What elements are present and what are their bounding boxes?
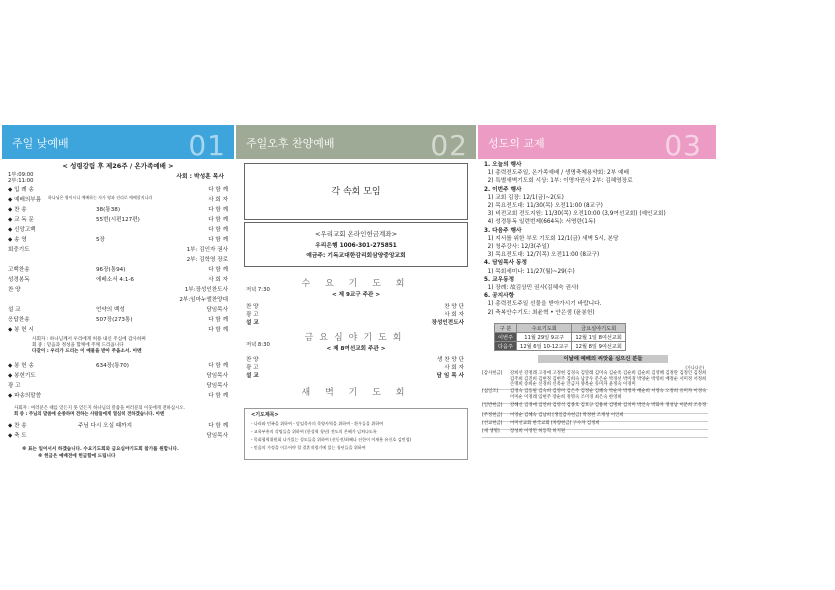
offering-givers: 이영순 김혜숙 김남희 [생일감사헌금] 박정현 조재성 이인희 (510, 413, 624, 418)
offering-category-row (482, 389, 708, 404)
table-cell: 11월 29일 9교구 (517, 333, 572, 342)
item-label: ◆ 송 영 (8, 237, 27, 243)
item-leader: 사 회 자 (208, 277, 228, 283)
item-leader: 다 함 께 (208, 187, 228, 193)
order-item (8, 305, 228, 314)
item-content: 에베소서 4:1-6 (96, 277, 134, 283)
order-item (8, 391, 228, 400)
item-leader: 사 회 자 (444, 312, 464, 318)
order-item (8, 361, 228, 370)
offering-category: [선교헌금] (482, 421, 503, 426)
afternoon-service-title: 주일오후 찬양예배 (246, 137, 335, 150)
account-holder: 예금주: 기독교대한감리회삼양중앙교회 (306, 253, 406, 259)
order-item (8, 215, 228, 224)
item-label: ◆ 봉 헌 송 (8, 363, 34, 369)
offering-category-row (482, 429, 708, 438)
news-list (484, 161, 666, 317)
item-leader: 다 함 께 (208, 423, 228, 429)
order-item (8, 421, 228, 430)
item-leader: 찬 양 단 (444, 304, 464, 310)
item-label: 찬 양 (246, 357, 259, 363)
main-service-header (2, 125, 234, 162)
offering-givers: 김경숙 김동필 김숙희 김영미 김은주 김정순 김혜숙 박순자 박정자 배순희 서영숙 오정희 유미자 이경숙 이미순 이정례 임현주 장순희 정명숙 조미경 최은숙 한영희 (510, 389, 707, 400)
account-title: <우리교회 온라인헌금계좌> (314, 230, 398, 238)
item-leader: 다 함 께 (208, 363, 228, 369)
offering-category-row (482, 371, 708, 390)
item-leader: 담 임 목 사 (436, 373, 464, 379)
order-item (8, 205, 228, 214)
item-leader: 다 함 께 (208, 393, 228, 399)
offering-text: 사회자 : 하나님께서 우리에게 허용 내신 주심에 감사하며 (32, 337, 146, 342)
news-heading: 5. 교우동정 (484, 276, 515, 283)
news-item: 1) 지서를 위한 부모 기도회 12/1(금) 새벽 5시, 본당 (484, 235, 619, 242)
item-label: 광 고 (246, 312, 259, 318)
news-item: 2) 목요전도대: 11/30(목) 오전11:00 (8교구) (484, 203, 603, 210)
item-label: ◆ 신앙고백 (8, 227, 36, 233)
item-content: 언약의 백성 (96, 307, 125, 313)
news-item: 3) 목요전도대: 12/7(목) 오전11:00 (8교구) (484, 252, 600, 259)
service-givers-title: 이날에 예배의 씨앗을 심으신 분들 (538, 355, 668, 363)
main-service-title: 주일 낮예배 (12, 137, 69, 150)
item-label: ◆ 찬 송 (8, 207, 27, 213)
order-item (8, 275, 228, 284)
offering-givers: 강혜신 김경애 김연희 김영석 김종호 김호규 김용희 김명희 김치미 박인숙 박화자 정성남 이분희 조유정 (510, 403, 707, 408)
offering-givers: 이미선교회 한국교회 [차량헌금] 구수자 김정희 (510, 421, 600, 426)
item-label: 광 고 (246, 365, 259, 371)
order-item (8, 255, 228, 264)
item-leader: 생 찬 양 단 (437, 357, 464, 363)
news-item: 1) 총력전도주일 선물을 받아가시기 바랍니다. (484, 301, 602, 308)
item-label: ◆ 입 례 송 (8, 187, 34, 193)
item-label: 응답찬송 (8, 317, 30, 323)
item-leader: 사 회 자 (444, 365, 464, 371)
sermon-subtitle: < 성령강림 후 제26주 / 온가족예배 > (62, 162, 174, 170)
offering-category: [주정헌금] (482, 413, 503, 418)
order-item (8, 185, 228, 194)
item-leader: 담임목사 (206, 307, 228, 313)
offering-givers: 장성희 이영민 허동혁 허지원 (510, 429, 566, 434)
item-label: ◆ 봉헌기도 (8, 373, 36, 379)
account-number: 우리은행 1006-301-275851 (315, 243, 397, 249)
wednesday-prayer-title: 수 요 기 도 회 (301, 279, 411, 289)
news-item: 2) 축복안수기도: 최윤혁 • 안은샘 (윤봉헌) (484, 309, 595, 316)
item-label: 찬 양 (246, 304, 259, 310)
order-item (246, 318, 464, 327)
service-time-2: 2부:11:00 (8, 178, 34, 184)
item-content: 하나님은 영이시니 예배하는 자가 영과 진리로 예배할지니라 (48, 195, 153, 200)
item-leader: 2부: 김학영 장로 (186, 257, 228, 263)
table-row (495, 342, 626, 351)
afternoon-service-column (236, 125, 476, 470)
online-offering-box (244, 222, 468, 267)
wednesday-time: 저녁 7:30 (246, 287, 270, 293)
table-cell: 이번주 (495, 333, 517, 342)
item-label: 고백찬송 (8, 267, 30, 273)
offering-category: [감사헌금] (482, 371, 503, 376)
offering-givers: 강희선 강정례 고경애 고정현 김경숙 김말례 김미숙 김순옥 김순희 김순희 김영혜 김정란 김정인 김정희 김주희 김진희 김현정 김현주 김희숙 남궁우 문은순 박경선 박미경 박양순 박영희 배정순 서미정 서정희 손명희 송희순 신경희 신옥순 안금자 양옥순 유미자 윤정숙 이경미 (510, 371, 707, 387)
item-content: 507장(273통) (96, 317, 133, 323)
table-header-cell: 구 분 (495, 324, 517, 333)
table-cell: 12월 8일 9여선교회 (572, 342, 626, 351)
item-content: 38(통38) (96, 207, 121, 213)
item-label: 광 고 (8, 383, 21, 389)
order-item (8, 381, 228, 390)
prayer-topics-title: <기도제목> (251, 412, 279, 418)
friday-time: 저녁 8:30 (246, 342, 270, 348)
sending-text: 사회자 : 여러분은 때를 얻든지 못 얻든지 하나님의 말씀을 여러분의 이웃에게 전하십시오. (14, 406, 185, 411)
item-content: 55번(시편127편) (96, 217, 140, 223)
table-cell: 다음주 (495, 342, 517, 351)
item-content: 주님 다시 오실 때까지 (78, 423, 132, 429)
item-leader: 다 함 께 (208, 327, 228, 333)
table-header-cell: 금요심야기도회 (572, 324, 626, 333)
prayer-topic: - 교육부흥의 각팀들을 위하여 (한성혁 청년) 전도의 은혜가 넘쳐나도록 (251, 429, 377, 434)
news-item: 4) 성경통독 일련번제(664독): 서명란(1독) (484, 219, 596, 226)
item-leader: 다 함 께 (208, 237, 228, 243)
wednesday-host: < 제 9교구 주관 > (331, 292, 381, 298)
news-item: 1) 총력전도주일, 온가족예배 / 생명축제용약회: 2부 예배 (484, 170, 629, 177)
section-number: 01 (188, 129, 226, 162)
item-leader: 1부: 김인자 권사 (186, 247, 228, 253)
order-item (246, 371, 464, 380)
item-label: ◆ 파송의말씀 (8, 393, 42, 399)
item-leader: 다 함 께 (208, 267, 228, 273)
item-label: 성경봉독 (8, 277, 30, 283)
item-label: 설 교 (246, 320, 259, 326)
item-leader: 다 함 께 (208, 217, 228, 223)
item-content: 5장 (96, 237, 105, 243)
item-leader: 사 회 자 (208, 197, 228, 203)
table-header-cell: 수요기도회 (517, 324, 572, 333)
item-leader: 1부:장성인찬도사 (184, 287, 228, 293)
table-row (495, 333, 626, 342)
news-heading: 2. 이번주 행사 (484, 186, 522, 193)
fellowship-title: 성도의 교제 (488, 137, 545, 150)
news-item: 2) 특별새벽기도회 시상: 1부: 이명자권사 2부: 김혜영장로 (484, 178, 633, 185)
news-item: 2) 청주강사: 12/3(주일) (484, 244, 550, 251)
order-item (8, 225, 228, 234)
afternoon-service-header (236, 125, 476, 162)
order-item (8, 285, 228, 294)
item-label: ◆ 교 독 문 (8, 217, 34, 223)
order-item (8, 325, 228, 334)
news-item: 1) 목회세미나: 11/27(월)~29(수) (484, 268, 575, 275)
table-cell: 12월 6일 10-12교구 (517, 342, 572, 351)
news-item: 3) 비전교회 전도지원: 11/30(목) 오전10:00 (3,9여선교회) (예인교회) (484, 211, 666, 218)
news-heading: 1. 오늘의 행사 (484, 162, 522, 168)
item-label: 찬 양 (8, 287, 21, 293)
item-label: ◆ 예배의부름 (8, 197, 42, 203)
footer-note: ※ 표는 일어서서 하겠습니다. 수요기도회와 금요심야기도회 참가를 원합니다. (22, 447, 179, 452)
order-item (8, 265, 228, 274)
order-item (8, 371, 228, 380)
table-cell: 12월 1일 8여선교회 (572, 333, 626, 342)
item-label: 설 교 (8, 307, 21, 313)
prayer-schedule-table (494, 323, 626, 351)
item-label: 설 교 (246, 373, 259, 379)
news-item: 1) 장례: 故김상민 권사(김혜숙 권사) (484, 285, 579, 292)
main-service-column (2, 125, 234, 470)
section-number: 03 (664, 129, 702, 162)
table-header-row (495, 324, 626, 333)
footer-note: ※ 헌금은 예배전에 헌금함에 드립니다 (38, 454, 116, 459)
offering-category: [십일조] (482, 389, 499, 394)
prayer-topic: - 믿음의 가정을 이루어야 할 결혼적령기에 있는 청년들을 위하여 (251, 445, 366, 450)
bulletin-sheet (0, 125, 835, 470)
service-givers-note: (가나다순) (685, 365, 704, 370)
news-item: 1) 교회 김장: 12/1(금)~2(토) (484, 194, 564, 201)
prayer-topics-box (244, 408, 468, 460)
order-item (8, 245, 228, 254)
news-heading: 3. 다음주 행사 (484, 227, 522, 234)
offering-category: [일반헌금] (482, 403, 503, 408)
cell-meeting-title: 각 속회 모임 (331, 187, 381, 197)
cell-meeting-box (244, 163, 468, 220)
offering-category: [새 생명] (482, 429, 500, 434)
offering-text: 다같이 : 우리가 드리는 이 예물을 받아 주옵소서. 아멘 (32, 349, 142, 354)
order-item (8, 431, 228, 440)
item-content: 634장(통70) (96, 363, 129, 369)
item-label: ◆ 축 도 (8, 433, 27, 439)
item-leader: 담임목사 (206, 383, 228, 389)
news-heading: 6. 공지사항 (484, 293, 515, 300)
prayer-topic: - 나라와 민족을 위하여 - 담임목사의 목양사역을 위하여 - 환우들을 위하여 (251, 421, 384, 426)
item-label: 회중기도 (8, 247, 30, 253)
presider: 사회 : 박성훈 목사 (176, 174, 224, 180)
friday-host: < 제 8여선교회 주관 > (326, 346, 386, 352)
item-leader: 다 함 께 (208, 207, 228, 213)
fellowship-column (478, 125, 710, 470)
order-item (8, 315, 228, 324)
fellowship-header (478, 125, 710, 162)
offering-text: 회 중 : 믿음과 정성을 함께에 주께 드리옵니다 (32, 343, 124, 348)
news-heading: 4. 담임목사 동정 (484, 260, 528, 267)
item-leader: 다 함 께 (208, 317, 228, 323)
section-number: 02 (430, 129, 468, 162)
prayer-topic: - 목회협력위원회 나가있는 성도들을 위하여 (선동진/최혜나 선한이 이재용 유신호 김민철) (251, 437, 412, 442)
item-leader: 담임목사 (206, 433, 228, 439)
item-label: ◆ 찬 송 (8, 423, 27, 429)
order-item (8, 295, 228, 304)
item-leader: 장성인전도사 (431, 320, 464, 326)
sending-text: 회 중 : 주님의 말씀에 순종하며 전하는 사람들에게 열심히 전하겠습니다. 아멘 (14, 412, 165, 417)
item-leader: 담임목사 (206, 373, 228, 379)
order-item (8, 195, 228, 204)
dawn-prayer-title: 새 벽 기 도 회 (301, 388, 411, 398)
service-time-1: 1부:09:00 (8, 172, 34, 178)
order-item (8, 235, 228, 244)
item-leader: 다 함 께 (208, 227, 228, 233)
friday-prayer-title: 금요심야기도회 (304, 333, 408, 343)
item-content: 96장(통94) (96, 267, 126, 273)
item-leader: 2부:임마누엘찬양대 (179, 297, 228, 303)
item-label: ◆ 봉 헌 시 (8, 327, 34, 333)
